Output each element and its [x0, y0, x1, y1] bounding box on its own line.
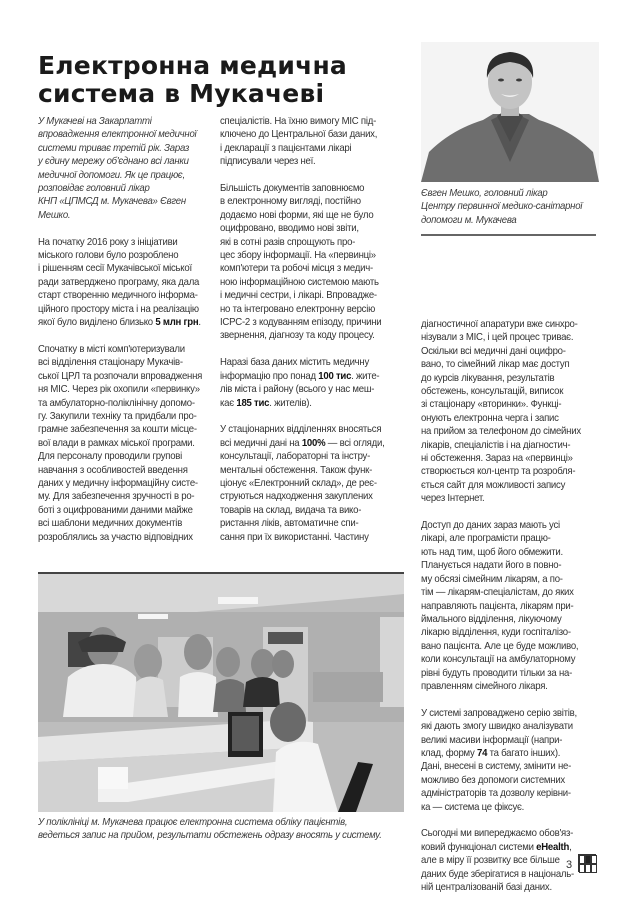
title-line: система в Мукачеві [38, 79, 325, 108]
paragraph [220, 115, 404, 169]
text-line: На початку 2016 року з ініціативи [38, 236, 178, 248]
column-3 [421, 318, 605, 894]
text-line: рівні будуть проводити тільки за на- [421, 667, 573, 679]
text-line: системи триває третій рік. Зараз [38, 142, 190, 154]
text-line: створюється кол-центр та розробля- [421, 466, 576, 478]
text-line [220, 370, 404, 383]
text-line: консультації, лабораторні та інстру- [220, 451, 371, 463]
text-line: У стаціонарних відділеннях вносяться [220, 424, 382, 436]
text-line: му обсязі сімейним лікарям, а по- [421, 573, 563, 585]
text-line: спеціалістів. На їхню вимогу МІС під- [220, 116, 377, 127]
text-line: Більшість документів заповнюємо [220, 183, 365, 195]
text-span: всі медичні дані на [220, 437, 302, 449]
text-line: боті з оцифрованими даними майже [38, 504, 193, 516]
text-line: вано, то сімейний лікар має доступ [421, 359, 570, 371]
text-line: лів міста і району (всього у нас меш- [220, 384, 375, 396]
text-line: ні обстеження. Зараз на «первинці» [421, 453, 573, 465]
text-line: ційного простору міста і на реалізацію [38, 303, 199, 315]
text-line: ній централізованій базі даних. [421, 882, 552, 894]
magazine-logo-icon [578, 854, 596, 872]
text-line: на прийом за телефоном до сімейних [421, 426, 581, 438]
text-line: Планується надати його в повно- [421, 560, 562, 572]
logo-cell [591, 864, 597, 873]
text-line: Наразі база даних містить медичну [220, 357, 370, 369]
text-line: лікарю відділення, куди госпіталізо- [421, 627, 571, 639]
text-span: ковий функціонал системи [421, 841, 537, 853]
text-line: тім — лікарям-спеціалістам, до яких [421, 587, 574, 599]
text-line: великі масиви інформації (напри- [421, 734, 563, 746]
portrait-illustration [421, 42, 599, 182]
text-line: ють над тим, щоб його обмежити. [421, 546, 563, 558]
text-line: підписували через неї. [220, 156, 316, 168]
text-line: грамне забезпечення за кошти місце- [38, 424, 197, 436]
text-line: розповідає головний лікар [38, 183, 150, 195]
text-span: кає [220, 397, 237, 409]
text-span: якої було виділено близько [38, 317, 156, 329]
caption-line: Центру первинної медико-санітарної [421, 201, 583, 213]
text-line [421, 747, 605, 760]
text-line: медичної допомоги. Як це працює, [38, 169, 185, 181]
text-line: до курсів лікування, результатів [421, 372, 555, 384]
text-line: направляють пацієнта, лікарям при- [421, 600, 574, 612]
text-line: ціонує «Електронний склад», де реє- [220, 477, 377, 489]
text-line: нізували з МІС, і цей процес триває. [421, 332, 574, 344]
text-span: . жите- [351, 370, 380, 382]
text-line: і рішенням сесії Мукачівської міської [38, 263, 192, 275]
text-line: правленням сімейного лікаря. [421, 680, 548, 692]
portrait-photo [421, 42, 599, 182]
text-line: сання при їх використанні. Частину [220, 531, 369, 543]
highlight-count: 100 тис [318, 370, 352, 382]
text-line: ICPC-2 з кодуванням епізоду, причини [220, 317, 382, 329]
photo-caption [38, 816, 414, 843]
text-line: товарів на склад, видача та вико- [220, 504, 362, 516]
text-span: . [198, 317, 201, 329]
paragraph [38, 343, 217, 544]
text-line [220, 397, 404, 410]
highlight-budget: 5 млн грн [155, 317, 199, 329]
caption-line: допомоги м. Мукачева [421, 214, 517, 226]
text-line: всі відділення стаціонару Мукачів- [38, 357, 183, 369]
text-span: інформацію про понад [220, 370, 319, 382]
text-line: Дані, внесені в систему, змінити не- [421, 761, 572, 773]
column-1 [38, 115, 217, 544]
text-line: но та інтегровано електронну версію [220, 303, 376, 315]
text-line: КНП «ЦПМСД м. Мукачева» Євген [38, 196, 186, 208]
text-line: але в міру її розвитку все більше [421, 855, 560, 867]
highlight-percent: 100% [301, 437, 326, 449]
text-line: та амбулаторно-поліклінічну допомо- [38, 397, 195, 409]
text-line: оцифровано, вводимо нові звіти, [220, 223, 359, 235]
reception-illustration [38, 572, 404, 812]
column-2 [220, 115, 404, 544]
text-line: міського голови було розроблено [38, 250, 179, 262]
text-line [421, 841, 605, 854]
text-line [38, 316, 217, 329]
text-line: комп'ютери та робочі місця з медич- [220, 263, 373, 275]
title-line: Електронна медична [38, 51, 347, 80]
paragraph [421, 519, 605, 693]
text-line: Мешко. [38, 209, 71, 221]
text-line: ною інформаційною системою мають [220, 276, 379, 288]
text-line: ристання ліків, автоматичне спи- [220, 518, 359, 530]
text-line: вано пацієнта. Але це буде можливо, [421, 640, 579, 652]
text-line: Доступ до даних зараз мають усі [421, 520, 560, 532]
highlight-count: 185 тис [236, 397, 270, 409]
text-line: струються надходження закуплених [220, 491, 373, 503]
reception-photo [38, 572, 404, 812]
text-line: навчання з особливостей введення [38, 464, 188, 476]
text-line: лікарів, спеціалістів і на діагностич- [421, 439, 571, 451]
text-line: зі стаціонару «вторинки». Функці- [421, 399, 562, 411]
caption-line: ведеться запис на прийом, результати обстежень одразу вносять у систему. [38, 830, 382, 842]
text-line: у єдину мережу об'єднано всі ланки [38, 156, 189, 168]
text-line: і медичні сестри, і лікарі. Впроваджe- [220, 290, 377, 302]
paragraph [220, 423, 404, 544]
text-line: У Мукачеві на Закарпатті [38, 116, 152, 127]
page-number: 3 [566, 859, 573, 871]
text-line: онують електронна черга і запис [421, 412, 559, 424]
text-line: ймального відділення, лікуючому [421, 613, 562, 625]
paragraph [38, 236, 217, 330]
text-span: — всі огляди, [325, 437, 385, 449]
text-line: обстежень, консультацій, виписок [421, 386, 564, 398]
text-line: ментальні обстеження. Також функ- [220, 464, 373, 476]
article-title [38, 52, 418, 108]
text-line: адміністраторів та дозволу керівни- [421, 788, 571, 800]
text-line: всі шаблони медичних документів [38, 518, 183, 530]
text-line: даних у медичну інформаційну систе- [38, 477, 198, 489]
text-line: му. Для забезпечення зручності в ро- [38, 491, 195, 503]
paragraph [421, 707, 605, 814]
logo-cell [591, 855, 597, 864]
caption-line: Євген Мешко, головний лікар [421, 188, 548, 199]
text-line: розроблялись за участю відповідних [38, 531, 193, 543]
text-line: лікарі, але програмісти працю- [421, 533, 551, 545]
text-line: ради затверджено програму, яка дала [38, 276, 200, 288]
text-line: Оскільки всі медичні дані оцифро- [421, 345, 566, 357]
text-line: які дають змогу швидко аналізувати [421, 721, 573, 733]
text-line: коли консультації на амбулаторному [421, 654, 576, 666]
text-span: , [569, 841, 572, 853]
text-line: впровадження електронної медичної [38, 129, 197, 141]
text-line: і декларації з пацієнтами лікарі [220, 142, 352, 154]
text-line: Спочатку в місті комп'ютеризували [38, 343, 185, 355]
text-line: ється сайт для можливості запису [421, 479, 566, 491]
text-line: старт створенню медичного інформа- [38, 290, 198, 302]
text-line: можливо без допомоги системних [421, 774, 565, 786]
text-line: Для персоналу проводили групові [38, 451, 183, 463]
text-line: ка — система це фіксує. [421, 801, 525, 813]
text-span: та багато інших). [487, 747, 561, 759]
text-line: діагностичної апаратури вже синхро- [421, 319, 578, 330]
text-line: ня МІС. Через рік охопили «первинку» [38, 384, 200, 396]
portrait-caption [421, 187, 609, 227]
text-line: даних буде зберігатися в національ- [421, 868, 574, 880]
text-line: звернення, діагнозу та коду процесу. [220, 330, 375, 342]
text-line: вої влади в рамках міської програми. [38, 437, 195, 449]
photo-top-border [38, 572, 404, 574]
text-line: додаємо нові форми, які ще не було [220, 209, 374, 221]
text-line: ключено до Центральної бази даних, [220, 129, 378, 141]
text-span: . жителів). [269, 397, 312, 409]
text-line: ської ЦРЛ та розпочали впровадження [38, 370, 203, 382]
text-line: Сьогодні ми випереджаємо обов'яз- [421, 828, 574, 840]
lead-paragraph [38, 115, 217, 222]
text-span: клад, форму [421, 747, 477, 759]
paragraph [220, 356, 404, 410]
text-line: гу. Закупили техніку та придбали про- [38, 410, 197, 422]
text-line: цес збору інформації. На «первинці» [220, 250, 376, 262]
highlight-form-number: 74 [476, 747, 488, 759]
text-line: через Інтернет. [421, 493, 485, 505]
paragraph [220, 182, 404, 343]
text-line: в електронному вигляді, постійно [220, 196, 361, 208]
highlight-ehealth: eHealth [536, 841, 570, 853]
text-line: які в сотні разів спрощують про- [220, 236, 356, 248]
paragraph [421, 318, 605, 506]
caption-line: У поліклініці м. Мукачева працює електронна система обліку пацієнтів, [38, 817, 348, 828]
text-line: У системі запроваджено серію звітів, [421, 707, 577, 719]
caption-divider [421, 234, 596, 236]
text-line [220, 437, 404, 450]
